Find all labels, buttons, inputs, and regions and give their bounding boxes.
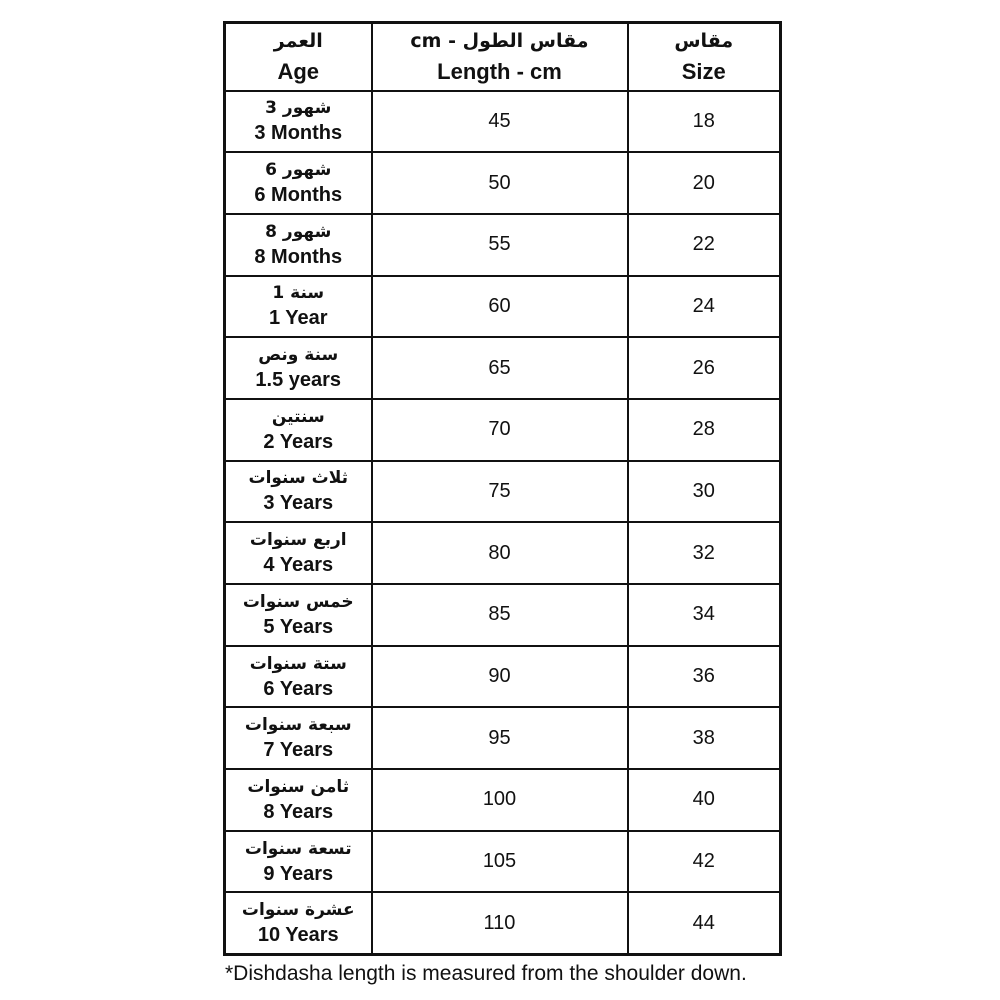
age-arabic: سنتين — [271, 406, 325, 427]
length-cell: 90 — [372, 646, 628, 708]
size-cell: 20 — [628, 152, 781, 214]
size-cell: 44 — [628, 892, 781, 954]
table-row — [225, 584, 781, 646]
age-cell — [225, 831, 372, 893]
age-english: 6 Months — [254, 184, 343, 207]
age-arabic: شهور 3 — [265, 98, 332, 119]
age-english: 2 Years — [263, 430, 334, 453]
table-row — [225, 214, 781, 276]
age-english: 10 Years — [257, 924, 339, 947]
age-cell — [225, 214, 372, 276]
age-english: 8 Months — [254, 245, 343, 268]
length-cell: 95 — [372, 707, 628, 769]
table-row — [225, 646, 781, 708]
age-arabic: سنة ونص — [258, 345, 339, 366]
age-cell — [225, 461, 372, 523]
size-header-english: Size — [681, 58, 726, 84]
age-english: 3 Years — [263, 492, 334, 515]
age-arabic: شهور 8 — [265, 221, 332, 242]
size-cell: 38 — [628, 707, 781, 769]
table-row — [225, 276, 781, 338]
length-cell: 50 — [372, 152, 628, 214]
length-cell: 100 — [372, 769, 628, 831]
table-row — [225, 707, 781, 769]
length-header-arabic: مقاس الطول - cm — [410, 29, 589, 52]
age-arabic: ثلاث سنوات — [248, 468, 349, 489]
age-header-english: Age — [277, 58, 320, 84]
table-row — [225, 892, 781, 954]
header-row — [225, 23, 781, 91]
size-chart-table — [223, 21, 782, 956]
size-cell: 30 — [628, 461, 781, 523]
age-english: 7 Years — [263, 739, 334, 762]
age-arabic: خمس سنوات — [242, 591, 354, 612]
length-cell: 60 — [372, 276, 628, 338]
age-english: 4 Years — [263, 554, 334, 577]
age-cell — [225, 152, 372, 214]
age-cell — [225, 91, 372, 153]
size-header — [628, 23, 781, 91]
age-english: 8 Years — [263, 800, 334, 823]
age-arabic: ثامن سنوات — [247, 776, 350, 797]
length-cell: 105 — [372, 831, 628, 893]
size-cell: 22 — [628, 214, 781, 276]
table-row — [225, 461, 781, 523]
age-english: 1 Year — [268, 307, 328, 330]
age-cell — [225, 399, 372, 461]
length-cell: 55 — [372, 214, 628, 276]
size-cell: 34 — [628, 584, 781, 646]
age-english: 5 Years — [263, 615, 334, 638]
length-cell: 75 — [372, 461, 628, 523]
table-row — [225, 91, 781, 153]
size-cell: 36 — [628, 646, 781, 708]
age-arabic: تسعة سنوات — [244, 838, 352, 859]
size-cell: 18 — [628, 91, 781, 153]
length-cell: 70 — [372, 399, 628, 461]
age-arabic: شهور 6 — [265, 160, 332, 181]
length-cell: 65 — [372, 337, 628, 399]
table-row — [225, 152, 781, 214]
age-arabic: سنة 1 — [272, 283, 325, 304]
length-cell: 110 — [372, 892, 628, 954]
footnote: *Dishdasha length is measured from the shoulder down. — [225, 962, 747, 985]
length-cell: 80 — [372, 522, 628, 584]
age-cell — [225, 584, 372, 646]
age-header-arabic: العمر — [273, 29, 323, 52]
size-cell: 42 — [628, 831, 781, 893]
age-cell — [225, 522, 372, 584]
age-header — [225, 23, 372, 91]
age-english: 6 Years — [263, 677, 334, 700]
age-cell — [225, 276, 372, 338]
table-row — [225, 337, 781, 399]
size-cell: 26 — [628, 337, 781, 399]
age-english: 1.5 years — [255, 369, 342, 392]
age-arabic: اربع سنوات — [249, 530, 347, 551]
size-header-arabic: مقاس — [674, 29, 734, 52]
age-english: 9 Years — [263, 862, 334, 885]
size-cell: 40 — [628, 769, 781, 831]
age-cell — [225, 337, 372, 399]
length-cell: 85 — [372, 584, 628, 646]
table-row — [225, 399, 781, 461]
size-cell: 28 — [628, 399, 781, 461]
age-arabic: سبعة سنوات — [244, 715, 352, 736]
age-english: 3 Months — [254, 122, 343, 145]
length-header-english: Length - cm — [437, 58, 562, 84]
age-arabic: ستة سنوات — [249, 653, 347, 674]
age-cell — [225, 707, 372, 769]
size-cell: 24 — [628, 276, 781, 338]
table-row — [225, 522, 781, 584]
age-cell — [225, 646, 372, 708]
size-cell: 32 — [628, 522, 781, 584]
length-cell: 45 — [372, 91, 628, 153]
age-cell — [225, 769, 372, 831]
table-row — [225, 831, 781, 893]
age-arabic: عشرة سنوات — [241, 900, 355, 921]
length-header — [372, 23, 628, 91]
size-chart-body — [225, 91, 781, 955]
age-cell — [225, 892, 372, 954]
table-row — [225, 769, 781, 831]
